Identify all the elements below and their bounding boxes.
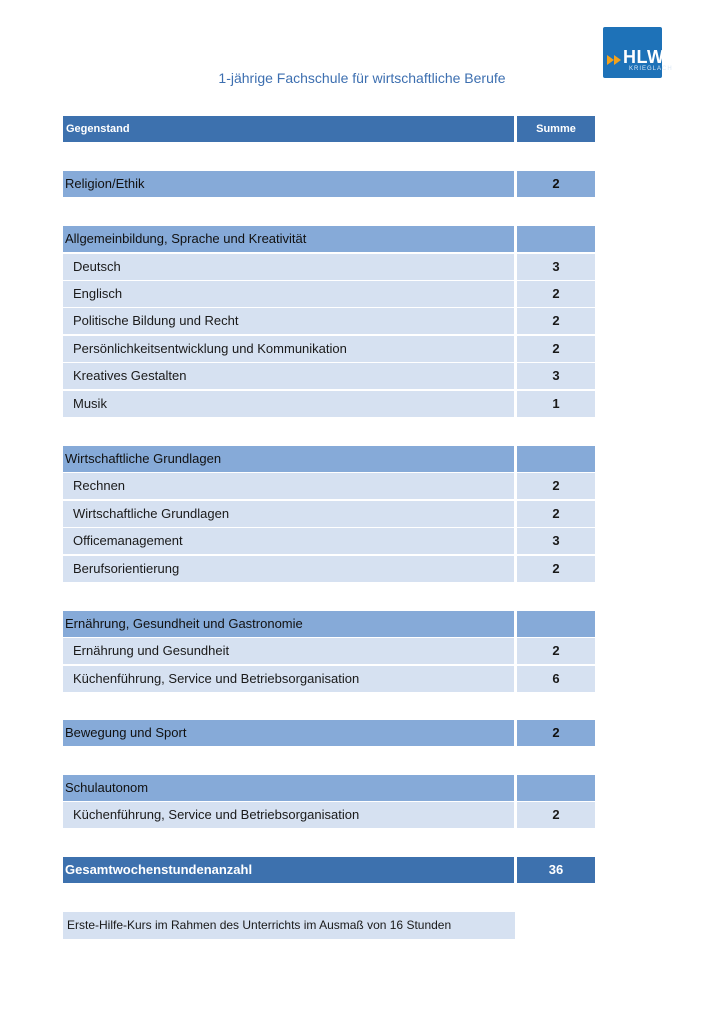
subject-name: Rechnen (63, 473, 514, 499)
category-value (517, 446, 595, 472)
subject-name: Küchenführung, Service und Betriebsorganisation (63, 666, 514, 692)
subject-value: 1 (517, 391, 595, 417)
category-value (517, 611, 595, 637)
subject-name: Politische Bildung und Recht (63, 308, 514, 334)
logo-text: HLW (623, 47, 665, 67)
header-subject: Gegenstand (63, 116, 514, 142)
subject-name: Kreatives Gestalten (63, 363, 514, 389)
subject-value: 2 (517, 802, 595, 828)
category-name: Bewegung und Sport (63, 720, 514, 746)
subject-name: Officemanagement (63, 528, 514, 554)
subject-value: 3 (517, 363, 595, 389)
logo-subtext: KRIEGLACH (629, 66, 673, 72)
category-name: Schulautonom (63, 775, 514, 801)
total-name: Gesamtwochenstundenanzahl (63, 857, 514, 883)
subject-value: 3 (517, 528, 595, 554)
header-sum: Summe (517, 116, 595, 142)
double-arrow-icon (607, 55, 623, 65)
category-value (517, 226, 595, 252)
subject-value: 2 (517, 638, 595, 664)
subject-name: Deutsch (63, 254, 514, 280)
subject-name: Englisch (63, 281, 514, 307)
subject-name: Persönlichkeitsentwicklung und Kommunikation (63, 336, 514, 362)
category-name: Wirtschaftliche Grundlagen (63, 446, 514, 472)
category-value: 2 (517, 171, 595, 197)
category-name: Allgemeinbildung, Sprache und Kreativität (63, 226, 514, 252)
subject-name: Küchenführung, Service und Betriebsorganisation (63, 802, 514, 828)
subject-value: 2 (517, 556, 595, 582)
subject-value: 2 (517, 473, 595, 499)
category-name: Ernährung, Gesundheit und Gastronomie (63, 611, 514, 637)
subject-value: 3 (517, 254, 595, 280)
total-value: 36 (517, 857, 595, 883)
category-value (517, 775, 595, 801)
category-value: 2 (517, 720, 595, 746)
subject-value: 2 (517, 501, 595, 527)
subject-name: Wirtschaftliche Grundlagen (63, 501, 514, 527)
subject-value: 2 (517, 308, 595, 334)
category-name: Religion/Ethik (63, 171, 514, 197)
page-title: 1-jährige Fachschule für wirtschaftliche Berufe (218, 70, 506, 86)
subject-name: Musik (63, 391, 514, 417)
subject-value: 2 (517, 281, 595, 307)
subject-value: 6 (517, 666, 595, 692)
subject-value: 2 (517, 336, 595, 362)
first-aid-note: Erste-Hilfe-Kurs im Rahmen des Unterrichts im Ausmaß von 16 Stunden (63, 912, 515, 939)
subject-name: Berufsorientierung (63, 556, 514, 582)
subject-name: Ernährung und Gesundheit (63, 638, 514, 664)
